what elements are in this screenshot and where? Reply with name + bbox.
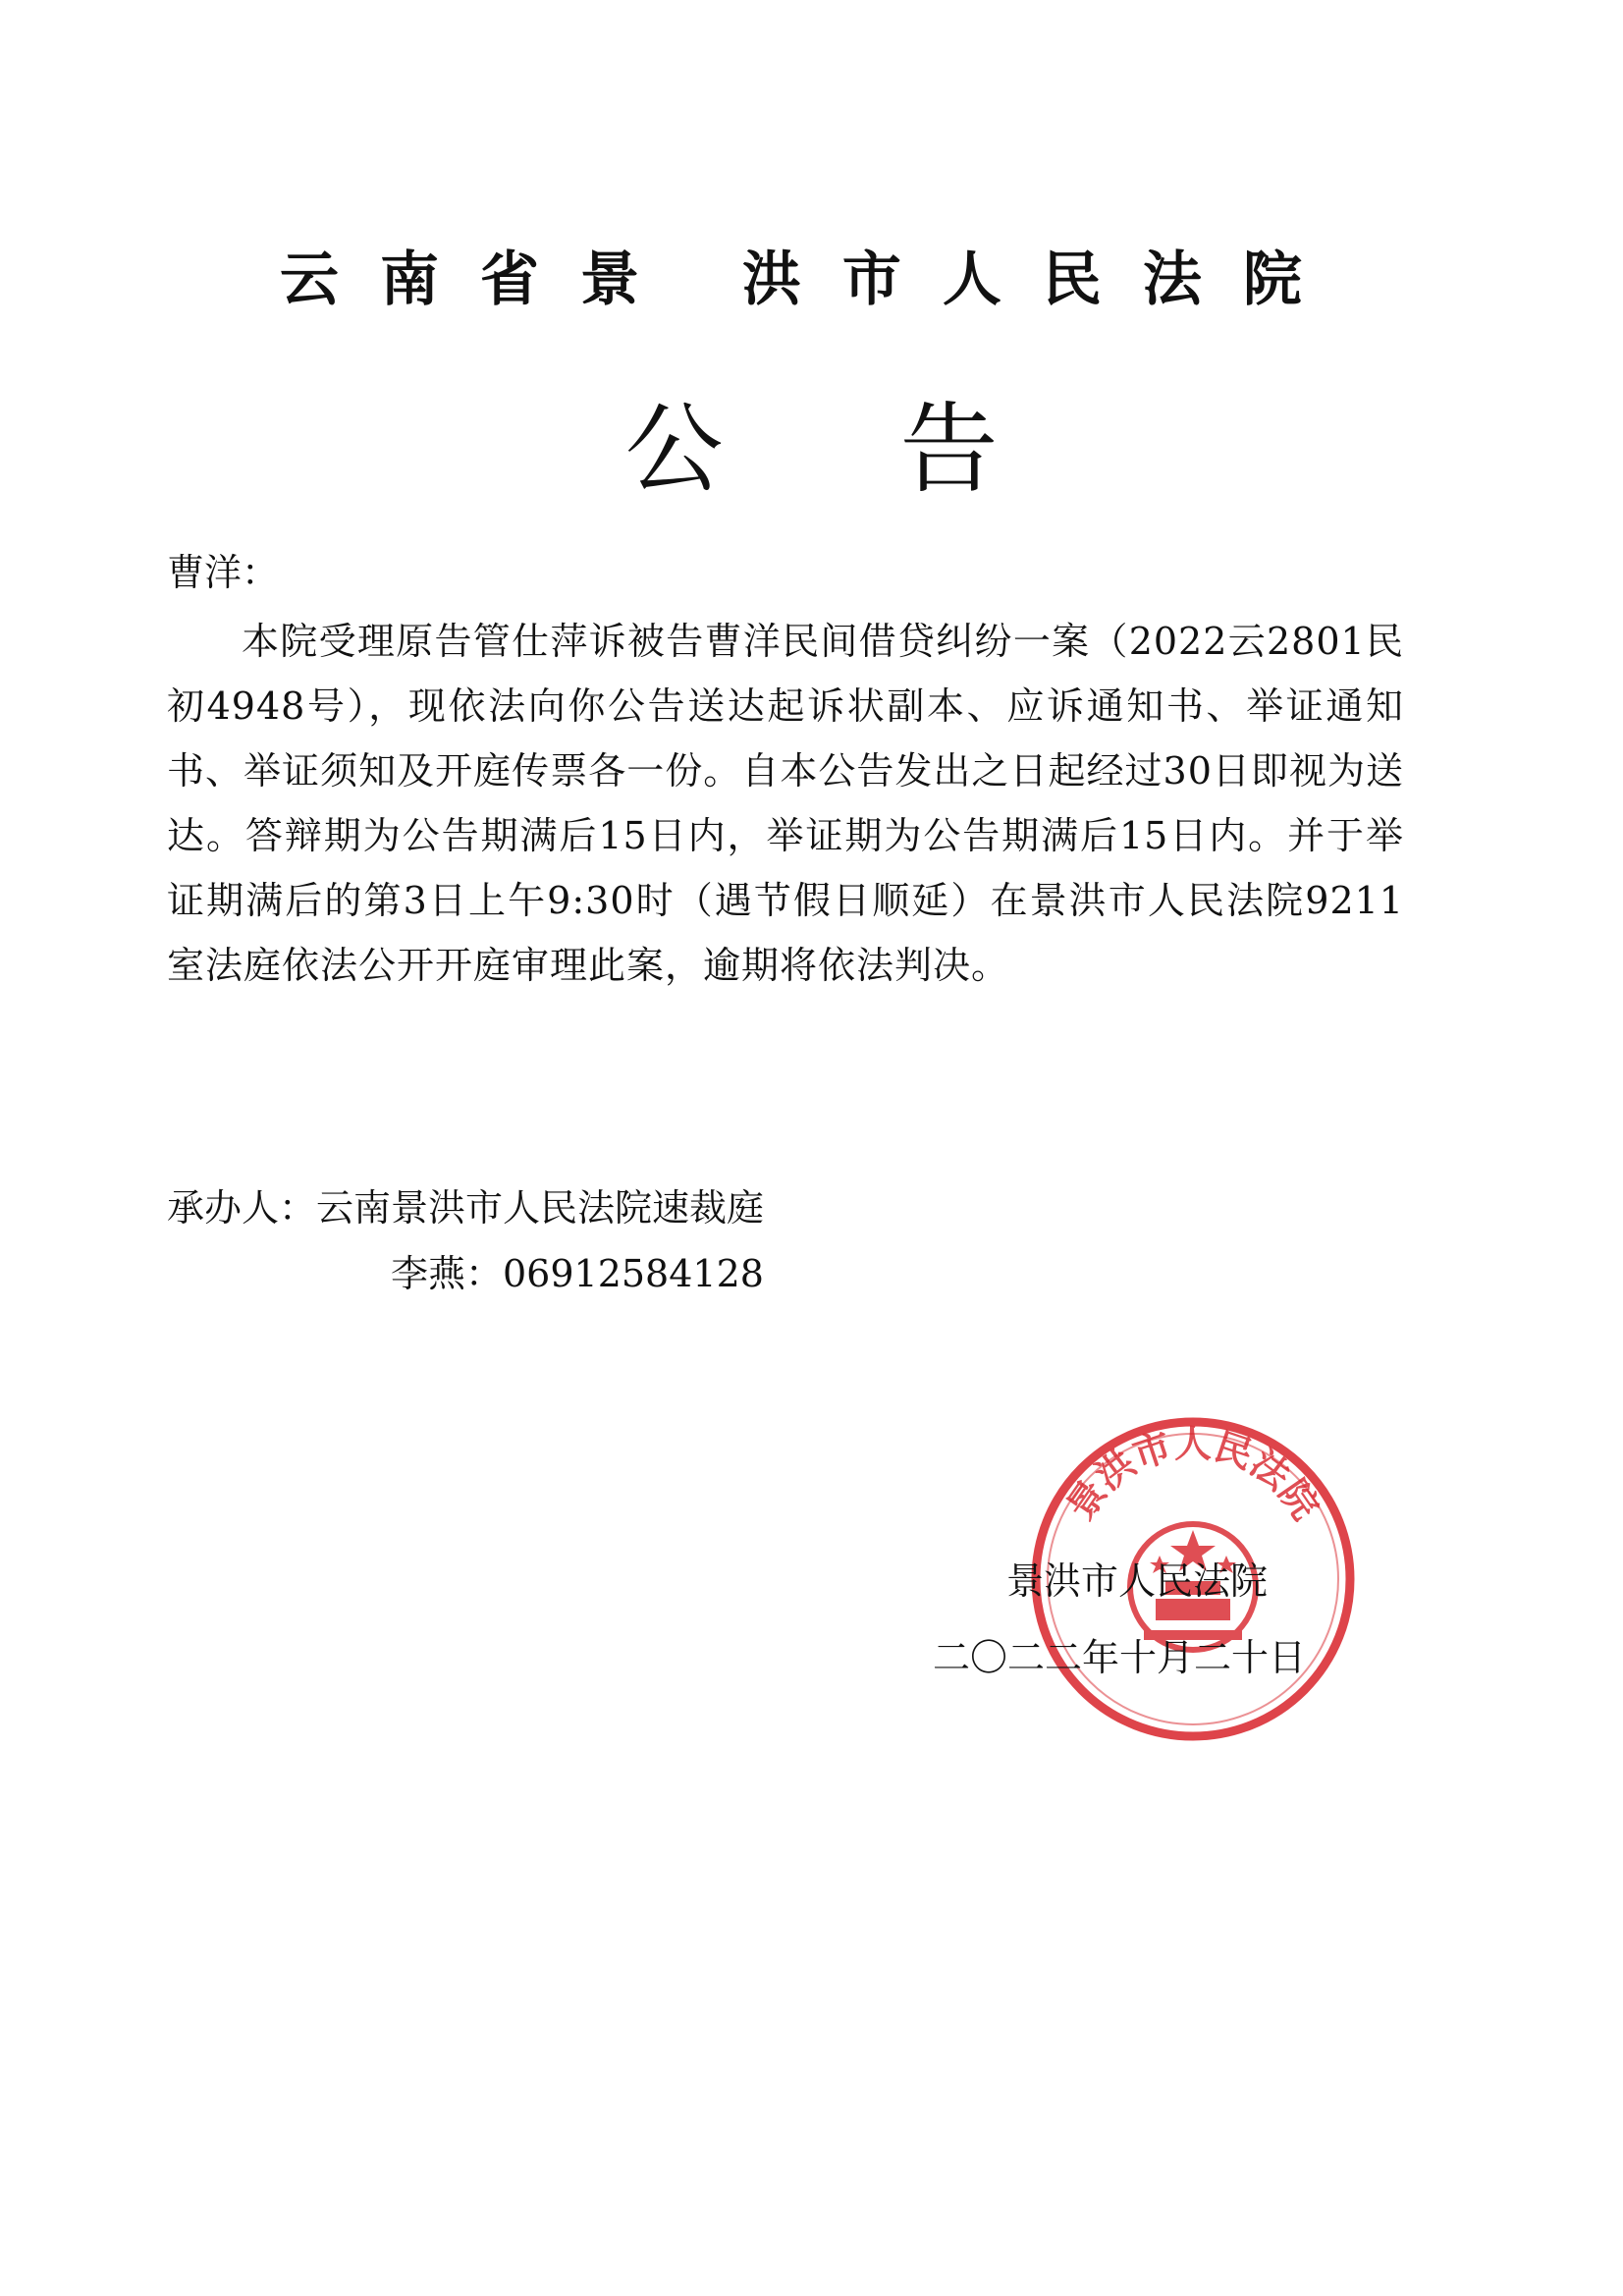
signature-date: 二〇二二年十月二十日 — [933, 1636, 1307, 1679]
handler-label: 承办人： — [167, 1186, 317, 1230]
signature-court: 景洪市人民法院 — [1006, 1559, 1269, 1603]
handler-row — [167, 1178, 764, 1237]
svg-text:景洪市人民法院 — [1057, 1422, 1327, 1528]
notice-title-text: 公告 — [624, 392, 1175, 507]
court-name-heading: 云南省景 洪市人民法院 — [280, 246, 1343, 314]
handler-department: 云南景洪市人民法院速裁庭 — [316, 1186, 765, 1230]
addressee: 曹洋： — [167, 551, 280, 594]
seal-text: 景洪市人民法院 — [1057, 1421, 1328, 1528]
handler-contact: 李燕：06912584128 — [391, 1252, 764, 1295]
notice-body: 本院受理原告管仕萍诉被告曹洋民间借贷纠纷一案（2022云2801民初4948号），现依法向你公告送达起诉状副本、应诉通知书、举证通知书、举证须知及开庭传票各一份。自本公告发出之日起经过30日即视为送达。答辩期为公告期满后15日内，举证期为公告期满后15日内。并于举证期满后的第3日上午9:30时（遇节假日顺延）在景洪市人民法院9211室法庭依法公开开庭审理此案，逾期将依法判决。 — [167, 620, 1404, 987]
notice-title — [0, 391, 1623, 509]
